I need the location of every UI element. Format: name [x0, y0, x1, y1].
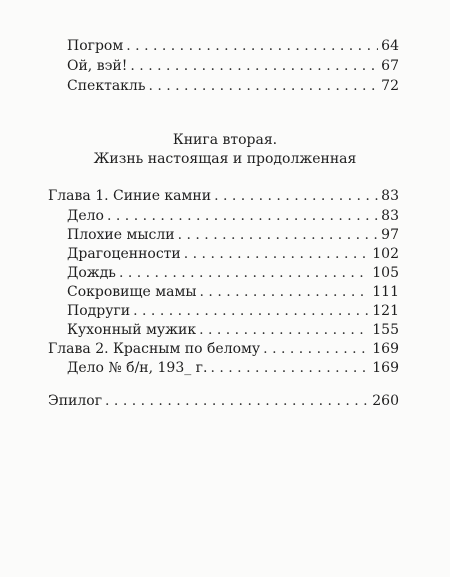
toc-entry-delo-bn[interactable] — [67, 360, 399, 377]
toc-entry-dragotsennosti[interactable] — [67, 246, 399, 263]
toc-entry-pogrom[interactable] — [67, 38, 399, 55]
toc-entry-page: 121 — [372, 303, 399, 319]
leader-dots — [178, 227, 379, 244]
toc-entry-kukhonny-muzhik[interactable] — [67, 322, 399, 339]
toc-entry-oy-vey[interactable] — [67, 58, 399, 75]
leader-dots — [107, 208, 378, 225]
leader-dots — [133, 303, 369, 320]
toc-chapter-label: Глава 2. Красным по белому — [48, 341, 261, 357]
toc-entry-label: Спектакль — [67, 78, 146, 94]
leader-dots — [184, 246, 370, 263]
book-two-title: Книга вторая. — [172, 132, 278, 148]
leader-dots — [105, 393, 369, 410]
toc-entry-label: Дождь — [67, 265, 116, 281]
toc-entry-label: Кухонный мужик — [67, 322, 197, 338]
toc-entry-page: 67 — [381, 58, 399, 74]
toc-entry-label: Сокровище мамы — [67, 284, 197, 300]
toc-chapter-page: 169 — [372, 341, 399, 357]
toc-epilogue-label: Эпилог — [48, 393, 103, 409]
toc-entry-page: 83 — [381, 208, 399, 224]
toc-entry-label: Подруги — [67, 303, 131, 319]
toc-chapter-1[interactable] — [48, 188, 399, 205]
toc-entry-page: 102 — [372, 246, 399, 262]
leader-dots — [119, 265, 369, 282]
leader-dots — [126, 38, 378, 55]
toc-epilogue-page: 260 — [372, 393, 399, 409]
toc-entry-podrugi[interactable] — [67, 303, 399, 320]
toc-entry-page: 72 — [381, 78, 399, 94]
toc-entry-spektakl[interactable] — [67, 78, 399, 95]
book-two-subtitle: Жизнь настоящая и продолженная — [93, 151, 357, 167]
toc-entry-label: Плохие мысли — [67, 227, 175, 243]
toc-entry-plokhie-mysli[interactable] — [67, 227, 399, 244]
toc-entry-page: 105 — [372, 265, 399, 281]
toc-entry-page: 169 — [372, 360, 399, 376]
toc-entry-page: 64 — [381, 38, 399, 54]
leader-dots — [130, 58, 378, 75]
toc-entry-dozhd[interactable] — [67, 265, 399, 282]
toc-entry-sokrovishche-mamy[interactable] — [67, 284, 399, 301]
toc-entry-label: Драгоценности — [67, 246, 181, 262]
leader-dots — [199, 322, 369, 339]
leader-dots — [214, 188, 378, 205]
toc-entry-page: 111 — [372, 284, 399, 300]
leader-dots — [210, 360, 369, 377]
toc-entry-label: Дело — [67, 208, 104, 224]
toc-entry-page: 97 — [381, 227, 399, 243]
toc-entry-label: Дело № б/н, 193_ г. — [67, 360, 208, 376]
toc-entry-delo[interactable] — [67, 208, 399, 225]
toc-epilogue[interactable] — [48, 393, 399, 410]
toc-chapter-page: 83 — [381, 188, 399, 204]
leader-dots — [263, 341, 369, 358]
leader-dots — [200, 284, 370, 301]
leader-dots — [148, 78, 378, 95]
toc-chapter-label: Глава 1. Синие камни — [48, 188, 212, 204]
toc-entry-page: 155 — [372, 322, 399, 338]
toc-entry-label: Ой, вэй! — [67, 58, 128, 74]
toc-entry-label: Погром — [67, 38, 124, 54]
toc-chapter-2[interactable] — [48, 341, 399, 358]
